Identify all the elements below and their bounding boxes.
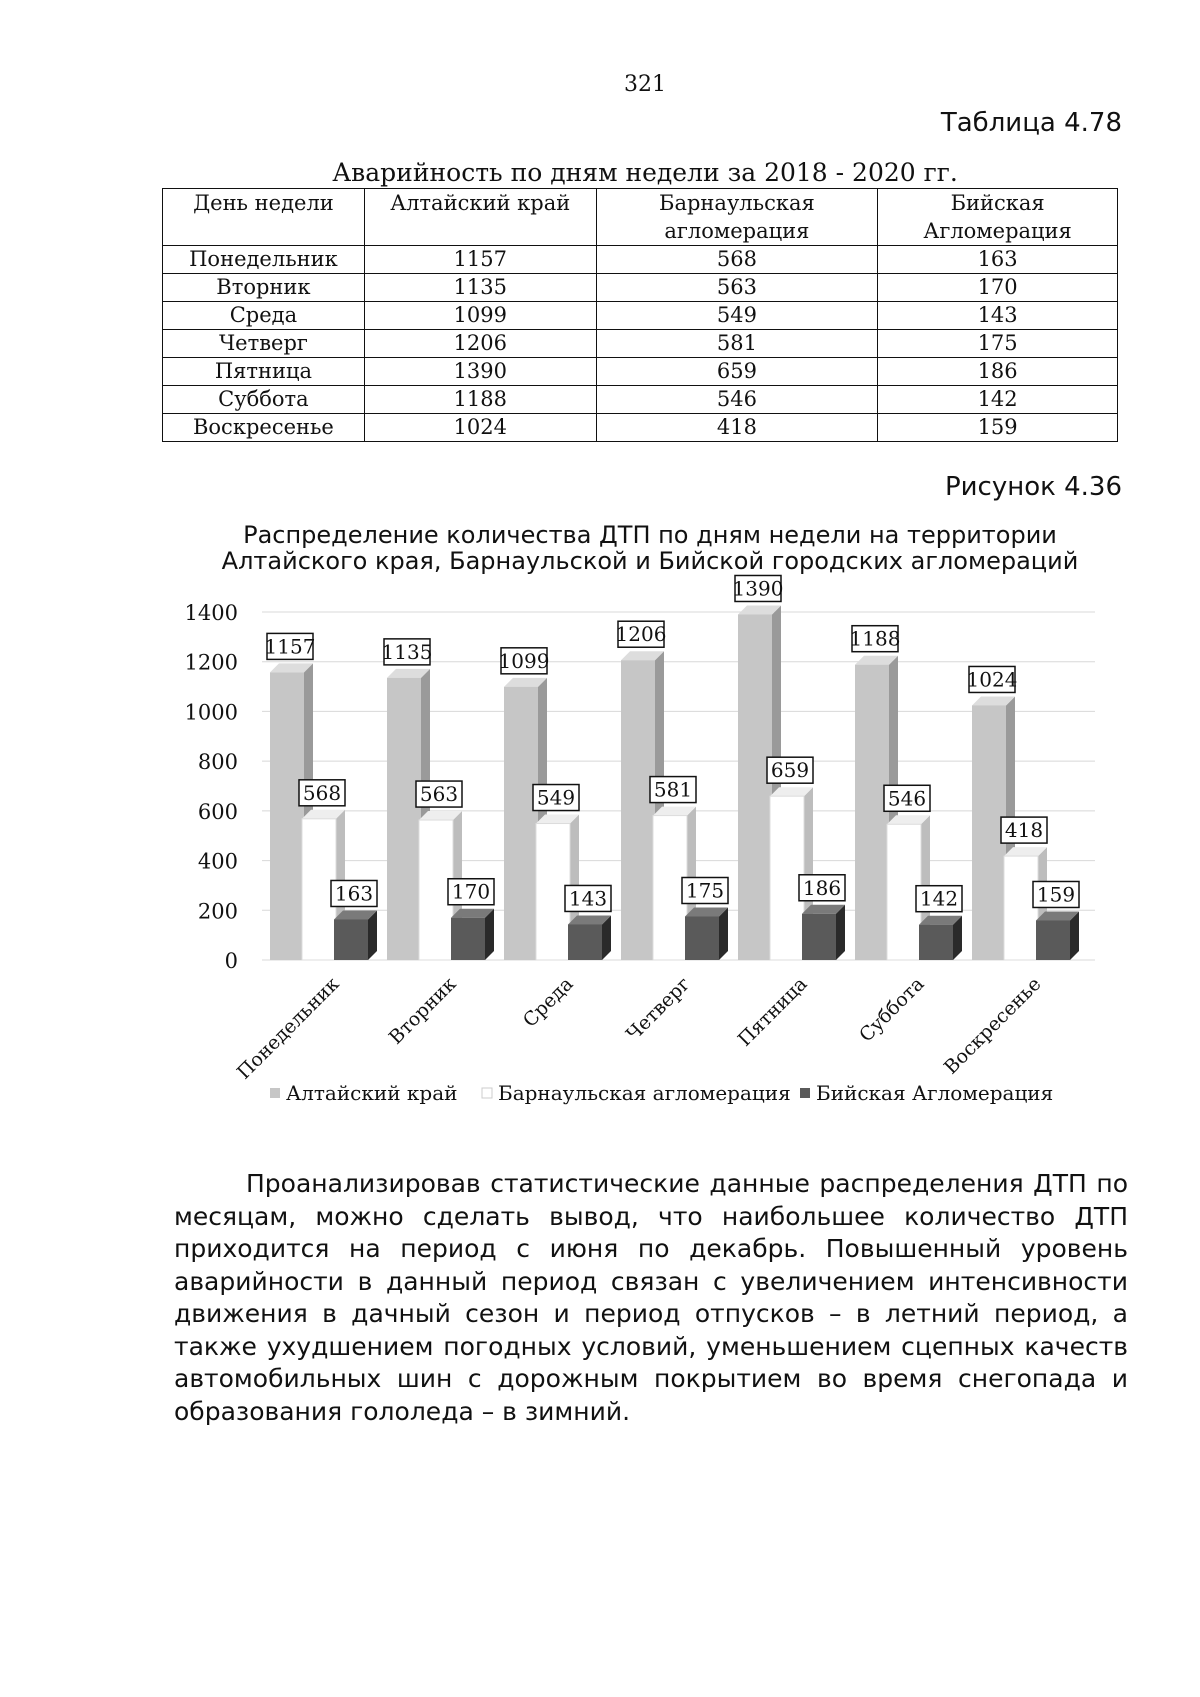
table-label: Таблица 4.78 — [940, 108, 1122, 138]
table-cell: 1206 — [364, 330, 596, 358]
table-header-cell: Алтайский край — [364, 189, 596, 246]
table-caption: Аварийность по дням недели за 2018 - 2020 гг. — [332, 158, 958, 187]
data-label: 163 — [334, 881, 374, 906]
bar — [802, 914, 836, 960]
data-label: 1390 — [732, 576, 784, 601]
x-tick-label: Воскресенье — [939, 972, 1046, 1079]
table-cell: Воскресенье — [163, 414, 365, 442]
x-tick-label: Среда — [518, 972, 578, 1032]
legend-swatch — [482, 1088, 492, 1098]
table-cell: Пятница — [163, 358, 365, 386]
table-cell: 163 — [878, 246, 1118, 274]
bar — [855, 665, 889, 960]
legend-label: Бийская Агломерация — [816, 1081, 1054, 1105]
bar-side — [719, 908, 728, 961]
table-cell: 170 — [878, 274, 1118, 302]
table-cell: 186 — [878, 358, 1118, 386]
data-label: 549 — [536, 785, 576, 810]
table-cell: 142 — [878, 386, 1118, 414]
table-cell: 418 — [596, 414, 878, 442]
data-label: 418 — [1004, 818, 1044, 843]
bar — [621, 660, 655, 960]
x-tick-label: Вторник — [384, 972, 461, 1049]
legend-label: Алтайский край — [286, 1081, 458, 1105]
data-label: 175 — [685, 878, 725, 903]
bar — [451, 918, 485, 960]
table-cell: 159 — [878, 414, 1118, 442]
table-cell: 1135 — [364, 274, 596, 302]
chart-title: Распределение количества ДТП по дням недели на территории Алтайского края, Барнаульской и Бийской городских агломераций — [221, 521, 1079, 575]
table-cell: 1188 — [364, 386, 596, 414]
bar — [270, 672, 304, 960]
x-tick-label: Четверг — [622, 972, 695, 1046]
table-cell: 1157 — [364, 246, 596, 274]
table-cell: Четверг — [163, 330, 365, 358]
data-label: 1135 — [381, 639, 433, 664]
bar — [387, 678, 421, 960]
legend-label: Барнаульская агломерация — [498, 1081, 791, 1105]
table-cell: Суббота — [163, 386, 365, 414]
data-label: 1157 — [264, 634, 316, 659]
y-tick-label: 1400 — [184, 601, 238, 625]
bar — [334, 919, 368, 960]
page-number: 321 — [624, 72, 666, 97]
x-tick-label: Пятница — [733, 972, 812, 1051]
table-cell: 1390 — [364, 358, 596, 386]
table-cell: 546 — [596, 386, 878, 414]
bar — [504, 687, 538, 960]
y-tick-label: 600 — [197, 799, 238, 824]
bar — [685, 917, 719, 961]
x-tick-label: Суббота — [855, 972, 929, 1047]
data-label: 170 — [451, 879, 491, 904]
data-label: 1099 — [498, 648, 550, 673]
data-label: 142 — [919, 886, 959, 911]
table-cell: Среда — [163, 302, 365, 330]
body-paragraph: Проанализировав статистические данные распределения ДТП по месяцам, можно сделать вывод, что наибольшее количество ДТП приходится на период с июня по декабрь. Повышенный уровень аварийности в данный период связан с увеличением интенсивности движения в дачный сезон и период отпусков – в летний период, а также ухудшением погодных условий, уменьшением сцепных качеств автомобильных шин с дорожным покрытием во время снегопада и образования гололеда – в зимний. — [174, 1169, 1128, 1426]
table-cell: 143 — [878, 302, 1118, 330]
data-label: 159 — [1036, 882, 1076, 907]
bar — [738, 614, 772, 960]
table-cell: Понедельник — [163, 246, 365, 274]
table-cell: 581 — [596, 330, 878, 358]
bar — [919, 925, 953, 960]
data-label: 143 — [568, 886, 608, 911]
data-label: 568 — [302, 780, 342, 805]
data-label: 1024 — [966, 667, 1018, 692]
table-header-cell: День недели — [163, 189, 365, 246]
table-cell: 659 — [596, 358, 878, 386]
data-label: 659 — [770, 758, 810, 783]
y-tick-label: 200 — [197, 899, 238, 924]
bar — [568, 924, 602, 960]
table-cell: 175 — [878, 330, 1118, 358]
figure-label: Рисунок 4.36 — [944, 472, 1122, 502]
x-tick-label: Понедельник — [232, 972, 344, 1084]
y-tick-label: 0 — [224, 949, 238, 973]
bar-side — [485, 909, 494, 960]
data-label: 563 — [419, 782, 459, 807]
legend-swatch — [800, 1088, 810, 1098]
y-tick-label: 800 — [197, 750, 238, 775]
table-cell: 568 — [596, 246, 878, 274]
data-label: 1188 — [849, 626, 901, 651]
y-tick-label: 1000 — [184, 700, 238, 725]
table-header-cell: Бийская Агломерация — [878, 189, 1118, 246]
data-label: 1206 — [615, 622, 667, 647]
table-cell: 1024 — [364, 414, 596, 442]
table-header-cell: Барнаульская агломерация — [596, 189, 878, 246]
bar — [1036, 920, 1070, 960]
y-tick-label: 1200 — [184, 650, 238, 675]
data-label: 186 — [802, 875, 842, 900]
table-cell: Вторник — [163, 274, 365, 302]
y-tick-label: 400 — [197, 849, 238, 874]
table-cell: 563 — [596, 274, 878, 302]
data-label: 581 — [653, 777, 693, 802]
bar-side — [836, 905, 845, 960]
table-cell: 1099 — [364, 302, 596, 330]
table-cell: 549 — [596, 302, 878, 330]
data-label: 546 — [887, 786, 927, 811]
legend-swatch — [270, 1088, 280, 1098]
